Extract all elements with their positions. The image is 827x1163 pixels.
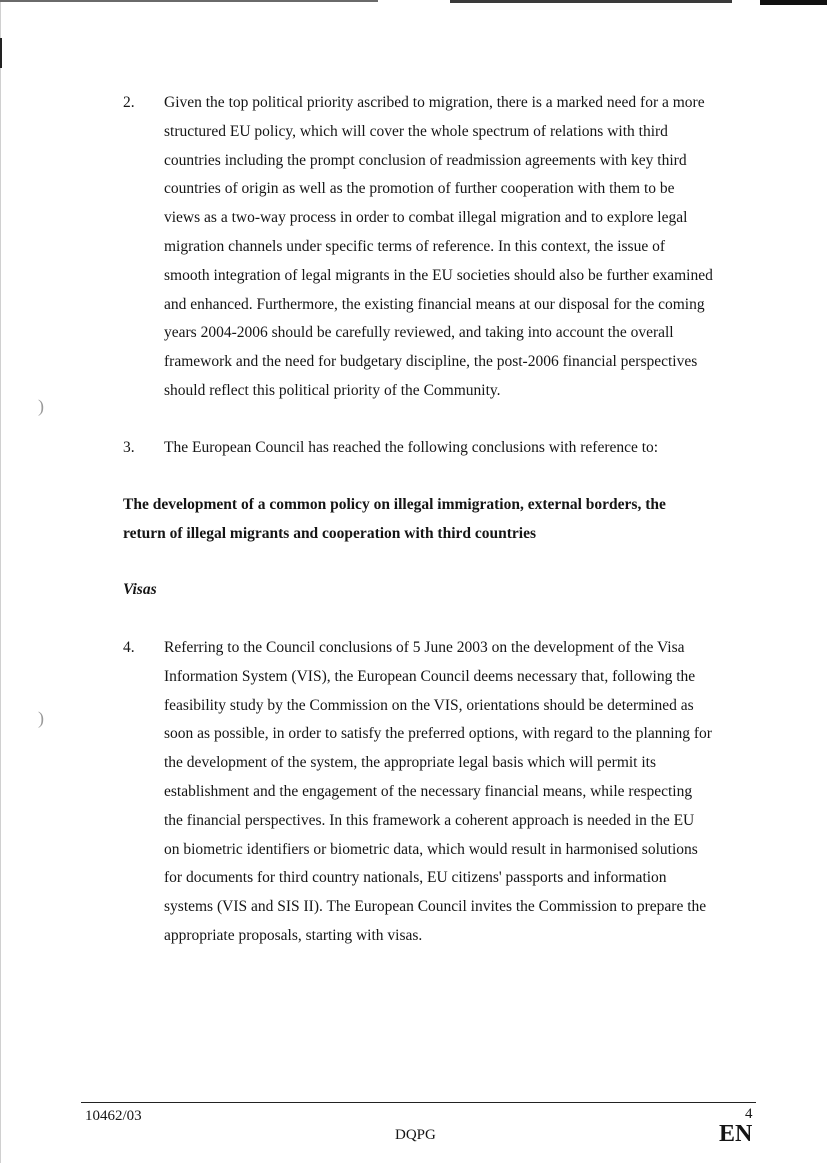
text-line: for documents for third country nationals, EU citizens' passports and information bbox=[164, 869, 667, 887]
footer-page-number: 4 bbox=[745, 1106, 753, 1122]
paragraph-number: 3. bbox=[123, 439, 135, 456]
text-line: appropriate proposals, starting with visas. bbox=[164, 926, 423, 944]
scan-punch-hole-mark: ) bbox=[38, 396, 44, 416]
text-line: framework and the need for budgetary discipline, the post-2006 financial perspectives bbox=[164, 353, 698, 371]
text-line: the financial perspectives. In this framework a coherent approach is needed in the EU bbox=[164, 811, 695, 829]
text-line: systems (VIS and SIS II). The European Council invites the Commission to prepare the bbox=[164, 898, 707, 916]
footer-department-code: DQPG bbox=[395, 1127, 436, 1143]
text-line: migration channels under specific terms of reference. In this context, the issue of bbox=[164, 237, 665, 255]
paragraph-number: 2. bbox=[123, 94, 135, 111]
paragraph-text bbox=[164, 89, 759, 406]
paragraph-number: 4. bbox=[123, 639, 135, 656]
text-line: countries including the prompt conclusion of readmission agreements with key third bbox=[164, 151, 687, 169]
text-line: Information System (VIS), the European Council deems necessary that, following the bbox=[164, 667, 696, 685]
section-heading bbox=[123, 491, 666, 549]
text-line: soon as possible, in order to satisfy the preferred options, with regard to the planning for bbox=[164, 725, 712, 743]
text-line: years 2004-2006 should be carefully reviewed, and taking into account the overall bbox=[164, 324, 674, 342]
footer-document-reference: 10462/03 bbox=[85, 1108, 142, 1124]
text-line: establishment and the engagement of the necessary financial means, while respecting bbox=[164, 782, 693, 800]
scan-artifact-top-middle bbox=[450, 0, 732, 3]
text-line: views as a two-way process in order to combat illegal migration and to explore legal bbox=[164, 209, 688, 227]
scan-edge bbox=[0, 0, 1, 1163]
text-line: The European Council has reached the following conclusions with reference to: bbox=[164, 439, 659, 456]
paragraph-text bbox=[164, 634, 759, 951]
paragraph-text bbox=[164, 434, 759, 463]
heading-line: The development of a common policy on illegal immigration, external borders, the bbox=[123, 496, 666, 513]
text-line: smooth integration of legal migrants in the EU societies should also be further examined bbox=[164, 266, 713, 284]
scan-punch-hole-mark: ) bbox=[38, 708, 44, 728]
footer-language-code: EN bbox=[719, 1121, 753, 1147]
text-line: the development of the system, the appropriate legal basis which will permit its bbox=[164, 754, 657, 772]
text-line: feasibility study by the Commission on the VIS, orientations should be determined as bbox=[164, 696, 694, 714]
text-line: structured EU policy, which will cover the whole spectrum of relations with third bbox=[164, 122, 668, 140]
scan-artifact-top-right bbox=[760, 0, 827, 5]
scan-artifact-top-left bbox=[0, 0, 378, 2]
text-line: and enhanced. Furthermore, the existing financial means at our disposal for the coming bbox=[164, 295, 705, 313]
text-line: on biometric identifiers or biometric data, which would result in harmonised solutions bbox=[164, 840, 698, 858]
text-line: countries of origin as well as the promotion of further cooperation with them to be bbox=[164, 180, 675, 198]
heading-line: return of illegal migrants and cooperation with third countries bbox=[123, 524, 537, 542]
footer-divider bbox=[81, 1102, 756, 1103]
scan-artifact-left-bar bbox=[0, 38, 2, 68]
text-line: Given the top political priority ascribed to migration, there is a marked need for a more bbox=[164, 94, 705, 111]
text-line: Referring to the Council conclusions of 5 June 2003 on the development of the Visa bbox=[164, 639, 685, 656]
subheading-visas: Visas bbox=[123, 581, 157, 598]
text-line: should reflect this political priority of the Community. bbox=[164, 381, 501, 399]
